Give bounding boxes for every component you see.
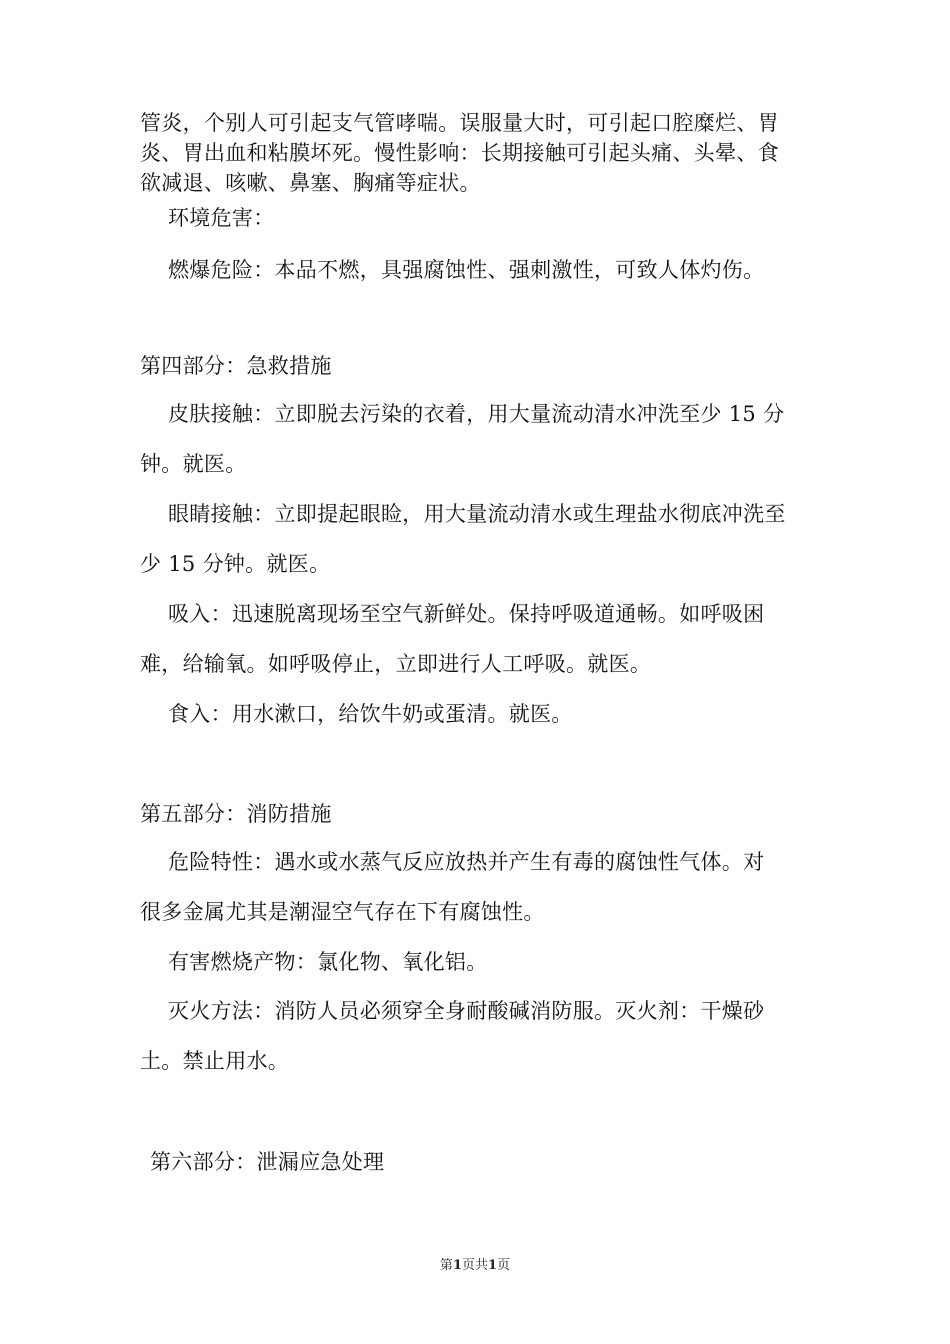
section4-inhale: 吸入：迅速脱离现场至空气新鲜处。保持呼吸道通畅。如呼吸困 难，给输氧。如呼吸停止，立即进行人工呼吸。就医。 <box>140 602 765 676</box>
paragraph-line: 管炎，个别人可引起支气管哮喘。误服量大时，可引起口腔糜烂、胃 <box>140 111 779 135</box>
page-total: 1 <box>488 1258 498 1273</box>
section4-title: 第四部分：急救措施 <box>140 354 332 378</box>
top-paragraph <box>140 108 820 198</box>
section6-title: 第六部分：泄漏应急处理 <box>150 1150 385 1174</box>
paragraph-line: 欲减退、咳嗽、鼻塞、胸痛等症状。 <box>140 171 481 195</box>
section4-eye: 眼睛接触：立即提起眼睑，用大量流动清水或生理盐水彻底冲洗至 少 15 分钟。就医。 <box>140 502 786 576</box>
section5-title: 第五部分：消防措施 <box>140 802 332 826</box>
env-hazard: 环境危害： <box>168 206 275 230</box>
section5-hazard: 危险特性：遇水或水蒸气反应放热并产生有毒的腐蚀性气体。对 很多金属尤其是潮湿空气存在下有腐蚀性。 <box>140 850 765 924</box>
section5-method: 灭火方法：消防人员必须穿全身耐酸碱消防服。灭火剂：干燥砂 土。禁止用水。 <box>140 999 765 1073</box>
fire-hazard: 燃爆危险：本品不燃，具强腐蚀性、强刺激性，可致人体灼伤。 <box>168 258 765 282</box>
page-footer: 第1页共1页 <box>439 1258 511 1273</box>
section4-skin: 皮肤接触：立即脱去污染的衣着，用大量流动清水冲洗至少 15 分 钟。就医。 <box>140 402 785 476</box>
page-number: 1 <box>452 1258 462 1273</box>
section5-products: 有害燃烧产物：氯化物、氧化铝。 <box>168 950 488 974</box>
paragraph-line: 炎、胃出血和粘膜坏死。慢性影响：长期接触可引起头痛、头晕、食 <box>140 141 779 165</box>
section4-ingest: 食入：用水漱口，给饮牛奶或蛋清。就医。 <box>168 702 573 726</box>
